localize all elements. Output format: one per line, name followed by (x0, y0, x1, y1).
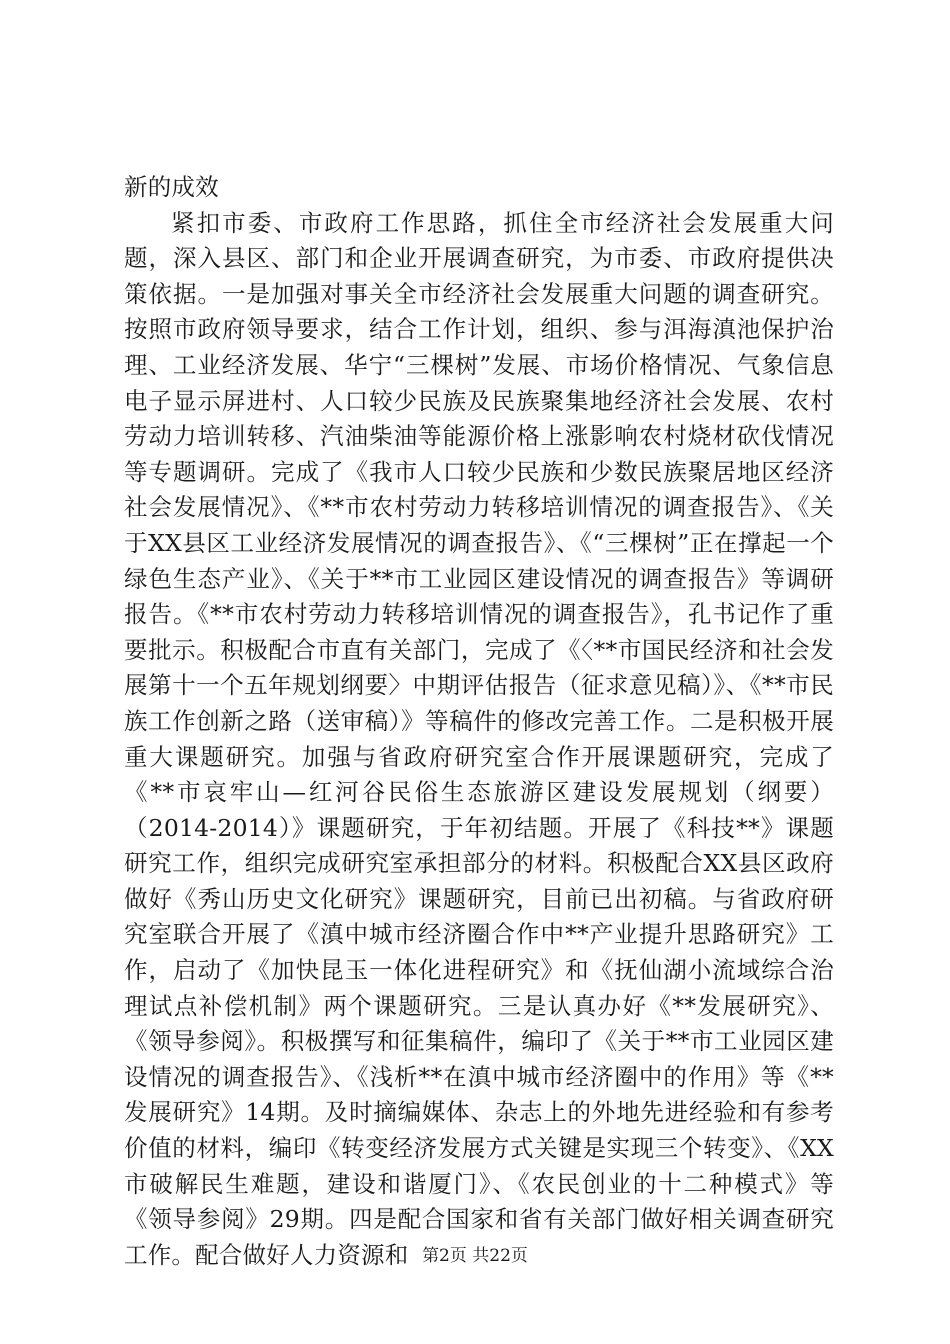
page-number-label: 第2页 共22页 (422, 1246, 528, 1266)
document-body (124, 170, 834, 1273)
paragraph-main: 紧扣市委、市政府工作思路，抓住全市经济社会发展重大问题，深入县区、部门和企业开展调查研究，为市委、市政府提供决策依据。一是加强对事关全市经济社会发展重大问题的调查研究。按照市政府领导要求，结合工作计划，组织、参与洱海滇池保护治理、工业经济发展、华宁“三棵树”发展、市场价格情况、气象信息电子显示屏进村、人口较少民族及民族聚集地经济社会发展、农村劳动力培训转移、汽油柴油等能源价格上涨影响农村烧材砍伐情况等专题调研。完成了《我市人口较少民族和少数民族聚居地区经济社会发展情况》、《**市农村劳动力转移培训情况的调查报告》、《关于XX县区工业经济发展情况的调查报告》、《“三棵树”正在撑起一个绿色生态产业》、《关于**市工业园区建设情况的调查报告》等调研报告。《**市农村劳动力转移培训情况的调查报告》，孔书记作了重要批示。积极配合市直有关部门，完成了《〈**市国民经济和社会发展第十一个五年规划纲要〉中期评估报告（征求意见稿）》、《**市民族工作创新之路（送审稿）》等稿件的修改完善工作。二是积极开展重大课题研究。加强与省政府研究室合作开展课题研究，完成了《**市哀牢山—红河谷民俗生态旅游区建设发展规划（纲要）（2014-2014）》课题研究，于年初结题。开展了《科技**》课题研究工作，组织完成研究室承担部分的材料。积极配合XX县区政府做好《秀山历史文化研究》课题研究，目前已出初稿。与省政府研究室联合开展了《滇中城市经济圈合作中**产业提升思路研究》工作，启动了《加快昆玉一体化进程研究》和《抚仙湖小流域综合治理试点补偿机制》两个课题研究。三是认真办好《**发展研究》、《领导参阅》。积极撰写和征集稿件，编印了《关于**市工业园区建设情况的调查报告》、《浅析**在滇中城市经济圈中的作用》等《**发展研究》14期。及时摘编媒体、杂志上的外地先进经验和有参考价值的材料，编印《转变经济发展方式关键是实现三个转变》、《XX市破解民生难题，建设和谐厦门》、《农民创业的十二种模式》等《领导参阅》29期。四是配合国家和省有关部门做好相关调查研究工作。配合做好人力资源和 (124, 208, 834, 1269)
page-footer (0, 1244, 950, 1268)
paragraph-continuation: 新的成效 (124, 173, 219, 201)
